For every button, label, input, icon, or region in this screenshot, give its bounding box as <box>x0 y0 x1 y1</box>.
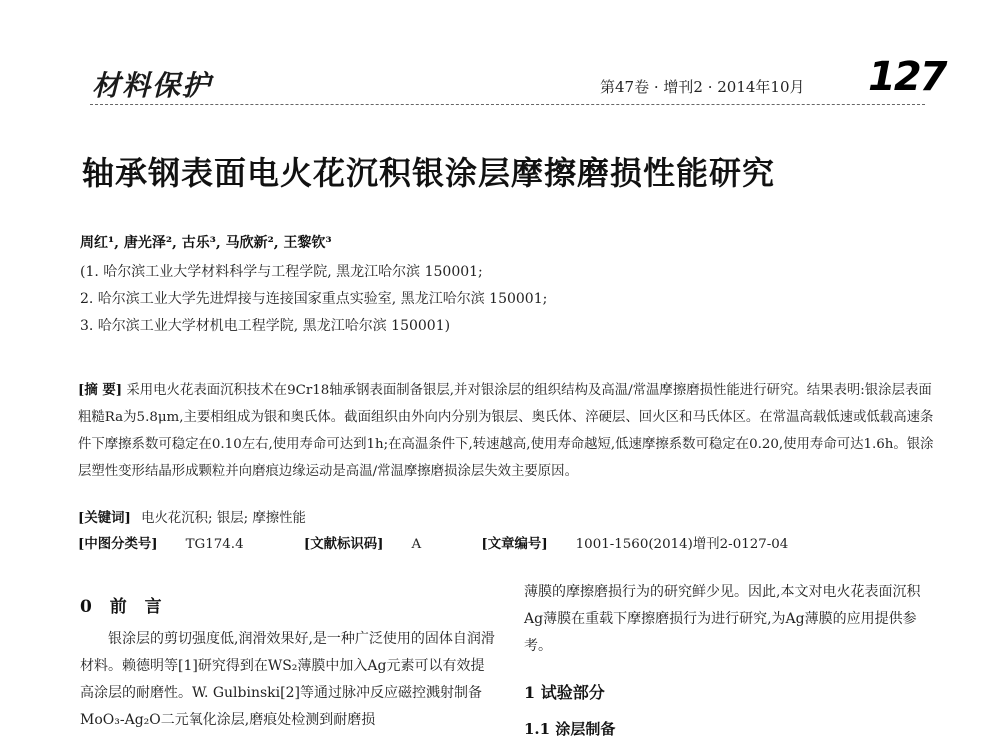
issue-info: 第47卷 · 增刊2 · 2014年10月 <box>600 78 805 96</box>
abstract-label: [摘 要] <box>78 382 123 398</box>
doc-code-value: A <box>411 537 422 552</box>
section-heading-experiment: 1 试验部分 <box>524 683 605 702</box>
abstract-text: 采用电火花表面沉积技术在9Cr18轴承钢表面制备银层,并对银涂层的组织结构及高温/常温摩擦磨损性能进行研究。结果表明:银涂层表面粗糙Ra为5.8μm,主要相组成为银和奥氏体。截面组织由外向内分别为银层、奥氏体、淬硬层、回火区和马氏体区。在常温高载低速或低载高速条件下摩擦系数可稳定在0.10左右,使用寿命可达到1h;在高温条件下,转速越高,使用寿命越短,低速摩擦系数可稳定在0.20,使用寿命可达1.6h。银涂层塑性变形结晶形成颗粒并向磨痕边缘运动是高温/常温摩擦磨损涂层失效主要原因。 <box>78 383 934 479</box>
introduction-paragraph-left: 银涂层的剪切强度低,润滑效果好,是一种广泛使用的固体自润滑材料。赖德明等[1]研究得到在WS₂薄膜中加入Ag元素可以有效提高涂层的耐磨性。W. Gulbinski[2]等通过脉冲反应磁控溅射制备MoO₃-Ag₂O二元氧化涂层,磨痕处检测到耐磨损 <box>80 631 495 728</box>
section-heading-introduction: 0 前 言 <box>80 597 168 617</box>
doc-code-label: [文献标识码] <box>303 536 384 552</box>
header-divider <box>90 104 925 105</box>
introduction-paragraph-right: 薄膜的摩擦磨损行为的研究鲜少见。因此,本文对电火花表面沉积Ag薄膜在重载下摩擦磨损行为进行研究,为Ag薄膜的应用提供参考。 <box>524 584 921 654</box>
affiliation-1: (1. 哈尔滨工业大学材料科学与工程学院, 黑龙江哈尔滨 150001; <box>80 264 483 280</box>
page-number: 127 <box>868 54 946 100</box>
clc-label: [中图分类号] <box>78 536 158 552</box>
article-number-label: [文章编号] <box>481 536 548 552</box>
article-number-value: 1001-1560(2014)增刊2-0127-04 <box>575 537 789 552</box>
affiliation-2: 2. 哈尔滨工业大学先进焊接与连接国家重点实验室, 黑龙江哈尔滨 150001; <box>80 291 548 307</box>
abstract <box>78 377 940 485</box>
affiliation-3: 3. 哈尔滨工业大学材机电工程学院, 黑龙江哈尔滨 150001) <box>80 318 451 334</box>
paper-title: 轴承钢表面电火花沉积银涂层摩擦磨损性能研究 <box>82 154 776 192</box>
keywords <box>78 507 306 526</box>
keywords-text: 电火花沉积; 银层; 摩擦性能 <box>141 511 306 526</box>
keywords-label: [关键词] <box>78 510 131 526</box>
clc-value: TG174.4 <box>185 537 244 552</box>
classification-line <box>78 533 844 552</box>
author-list: 周红¹, 唐光泽², 古乐³, 马欣新², 王黎钦³ <box>80 235 332 251</box>
subsection-heading-coating: 1.1 涂层制备 <box>524 720 616 738</box>
journal-logo: 材料保护 <box>92 69 213 102</box>
